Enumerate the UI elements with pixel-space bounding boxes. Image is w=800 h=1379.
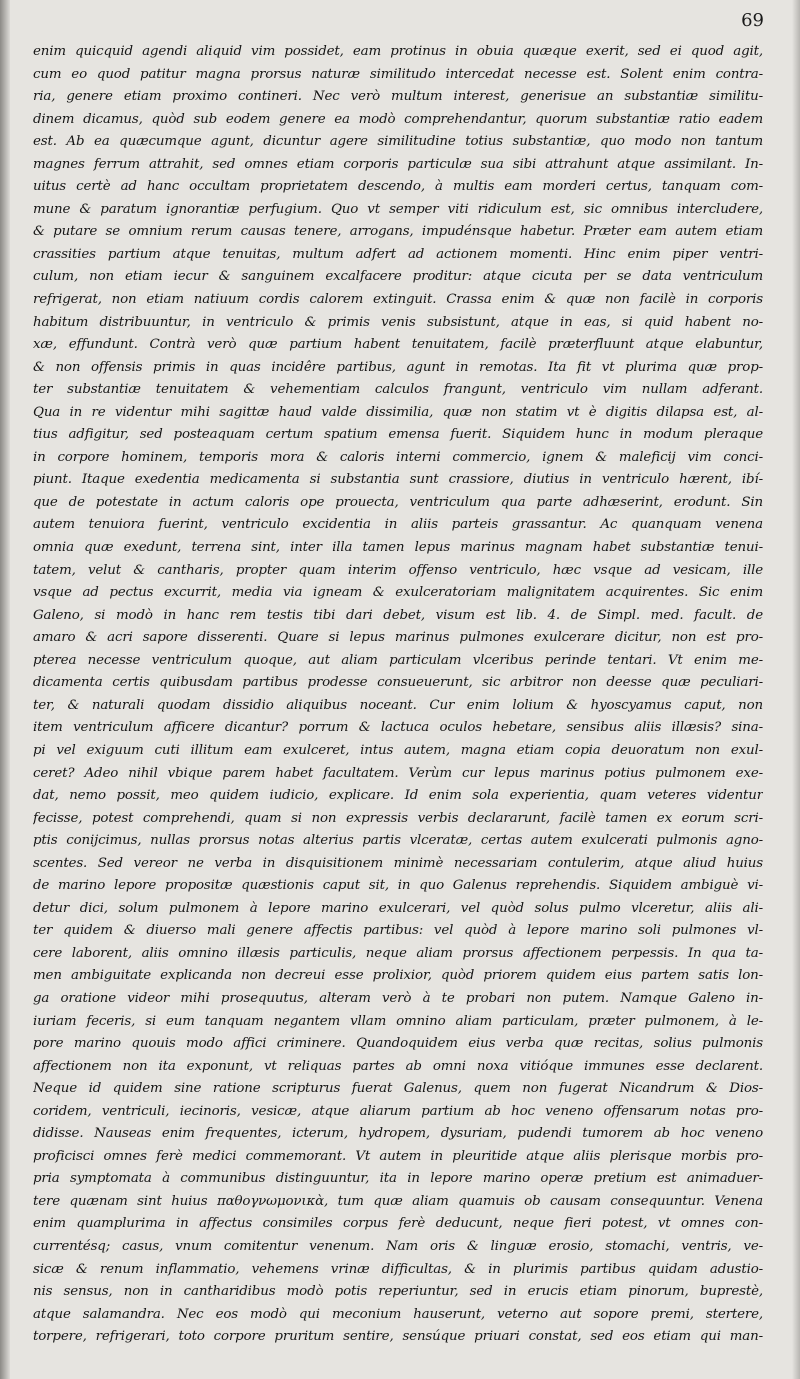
text-line: torpere, refrigerari, toto corpore pruritum sentire, sensúque priuari constat, sed eos etiam qui man- <box>33 1329 763 1345</box>
text-line: ga oratione videor mihi prosequutus, alteram verò à te probari non putem. Namque Galeno in- <box>33 990 763 1006</box>
scan-shadow-left <box>0 0 10 1379</box>
text-line: habitum distribuuntur, in ventriculo & primis venis subsistunt, atque in eas, si quid habent no- <box>33 314 763 330</box>
text-line: coridem, ventriculi, iecinoris, vesicæ, atque aliarum partium ab hoc veneno offensarum notas pro- <box>33 1103 763 1119</box>
text-line: uitus certè ad hanc occultam proprietatem descendo, à multis eam morderi certus, tanquam com- <box>33 179 763 195</box>
text-line: ter, & naturali quodam dissidio aliquibus noceant. Cur enim lolium & hyoscyamus caput, non <box>33 697 763 713</box>
text-line: Neque id quidem sine ratione scripturus fuerat Galenus, quem non fugerat Nicandrum & Dios- <box>33 1081 763 1097</box>
text-line: pi vel exiguum cuti illitum eam exulceret, intus autem, magna etiam copia deuoratum non exul- <box>33 742 763 758</box>
text-line: vsque ad pectus excurrit, media via igneam & exulceratoriam malignitatem acquirentes. Sic enim <box>33 585 763 601</box>
text-line: sicæ & renum inflammatio, vehemens vrinæ difficultas, & in plurimis partibus quidam adustio- <box>33 1261 763 1277</box>
text-line: ceret? Adeo nihil vbique parem habet facultatem. Verùm cur lepus marinus potius pulmonem exe- <box>33 765 763 781</box>
text-line: fecisse, potest comprehendi, quam si non expressis verbis declararunt, facilè tamen ex eorum scri- <box>33 810 763 826</box>
text-line: cere laborent, aliis omnino illæsis particulis, neque aliam prorsus affectionem perpessis. In qua ta- <box>33 945 763 961</box>
text-line: ter quidem & diuerso mali genere affectis partibus: vel quòd à lepore marino soli pulmones vl- <box>33 923 763 939</box>
scan-shadow-right <box>792 0 800 1379</box>
text-line: tatem, velut & cantharis, propter quam interim offenso ventriculo, hæc vsque ad vesicam, ille <box>33 562 763 578</box>
text-line: atque salamandra. Nec eos modò qui meconium hauserunt, veterno aut sopore premi, stertere, <box>33 1306 763 1322</box>
text-line: ptis conijcimus, nullas prorsus notas alterius partis vlceratæ, certas autem exulcerati pulmonis agno- <box>33 833 763 849</box>
text-line: tius adfigitur, sed posteaquam certum spatium emensa fuerit. Siquidem hunc in modum pleraque <box>33 427 763 443</box>
text-line: culum, non etiam iecur & sanguinem excalfacere proditur: atque cicuta per se data ventriculum <box>33 269 763 285</box>
text-line: dinem dicamus, quòd sub eodem genere ea modò comprehendantur, quorum substantiæ ratio eadem <box>33 111 763 127</box>
text-line: pria symptomata à communibus distinguuntur, ita in lepore marino operæ pretium est animaduer- <box>33 1171 763 1187</box>
text-line: men ambiguitate explicanda non decreui esse prolixior, quòd priorem quidem eius partem satis lon- <box>33 968 763 984</box>
text-line: & non offensis primis in quas incidêre partibus, agunt in remotas. Ita fit vt plurima quæ prop- <box>33 359 763 375</box>
text-line: in corpore hominem, temporis mora & caloris interni commercio, ignem & maleficij vim conci- <box>33 449 763 465</box>
text-line: affectionem non ita exponunt, vt reliquas partes ab omni noxa vitióque immunes esse declarent. <box>33 1058 763 1074</box>
text-line: Qua in re videntur mihi sagittæ haud valde dissimilia, quæ non statim vt è digitis dilapsa est, al- <box>33 404 763 420</box>
text-line: mune & paratum ignorantiæ perfugium. Quo vt semper viti ridiculum est, sic omnibus intercludere, <box>33 201 763 217</box>
text-line: ria, genere etiam proximo contineri. Nec verò multum interest, generisue an substantiæ similitu- <box>33 89 763 105</box>
text-line: ter substantiæ tenuitatem & vehementiam calculos frangunt, ventriculo vim nullam adferant. <box>33 382 763 398</box>
text-line: crassities partium atque tenuitas, multum adfert ad actionem momenti. Hinc enim piper ventri- <box>33 246 763 262</box>
text-line: est. Ab ea quæcumque agunt, dicuntur agere similitudine totius substantiæ, quo modo non tantum <box>33 134 763 150</box>
text-line: autem tenuiora fuerint, ventriculo excidentia in aliis parteis grassantur. Ac quanquam venena <box>33 517 763 533</box>
text-line: scentes. Sed vereor ne verba in disquisitionem minimè necessariam contulerim, atque aliud huius <box>33 855 763 871</box>
text-line: xæ, effundunt. Contrà verò quæ partium habent tenuitatem, facilè præterfluunt atque elabuntur, <box>33 337 763 353</box>
text-line: detur dici, solum pulmonem à lepore marino exulcerari, vel quòd solus pulmo vlceretur, aliis ali- <box>33 900 763 916</box>
text-line: que de potestate in actum caloris ope prouecta, ventriculum qua parte adhæserint, erodunt. Sin <box>33 494 763 510</box>
text-line: dicamenta certis quibusdam partibus prodesse consueuerunt, sic arbitror non deesse quæ peculiari- <box>33 675 763 691</box>
text-line: tere quænam sint huius παθογνωμονικὰ, tum quæ aliam quamuis ob causam consequuntur. Venena <box>33 1193 763 1209</box>
text-line: omnia quæ exedunt, terrena sint, inter illa tamen lepus marinus magnam habet substantiæ tenui- <box>33 540 763 556</box>
text-line: pterea necesse ventriculum quoque, aut aliam particulam vlceribus perinde tentari. Vt enim me- <box>33 652 763 668</box>
text-line: didisse. Nauseas enim frequentes, icterum, hydropem, dysuriam, pudendi tumorem ab hoc veneno <box>33 1126 763 1142</box>
text-line: item ventriculum afficere dicantur? porrum & lactuca oculos hebetare, sensibus aliis illæsis? sina- <box>33 720 763 736</box>
text-line: proficisci omnes ferè medici commemorant. Vt autem in pleuritide atque aliis plerisque morbis pro- <box>33 1148 763 1164</box>
text-line: magnes ferrum attrahit, sed omnes etiam corporis particulæ sua sibi attrahunt atque assimilant. In- <box>33 156 763 172</box>
text-line: Galeno, si modò in hanc rem testis tibi dari debet, visum est lib. 4. de Simpl. med. facult. de <box>33 607 763 623</box>
text-line: de marino lepore propositæ quæstionis caput sit, in quo Galenus reprehendis. Siquidem ambiguè vi- <box>33 878 763 894</box>
text-line: & putare se omnium rerum causas tenere, arrogans, impudénsque habetur. Præter eam autem etiam <box>33 224 763 240</box>
text-line: enim quamplurima in affectus consimiles corpus ferè deducunt, neque fieri potest, vt omnes con- <box>33 1216 763 1232</box>
text-line: amaro & acri sapore disserenti. Quare si lepus marinus pulmones exulcerare dicitur, non est pro- <box>33 630 763 646</box>
page-number: 69 <box>741 10 764 31</box>
text-line: cum eo quod patitur magna prorsus naturæ similitudo intercedat necesse est. Solent enim contra- <box>33 66 763 82</box>
text-line: iuriam feceris, si eum tanquam negantem vllam omnino aliam particulam, præter pulmonem, à le- <box>33 1013 763 1029</box>
text-line: currentésq; casus, vnum comitentur venenum. Nam oris & linguæ erosio, stomachi, ventris, ve- <box>33 1238 763 1254</box>
text-line: pore marino quouis modo affici criminere. Quandoquidem eius verba quæ recitas, solius pulmonis <box>33 1036 763 1052</box>
body-text <box>33 41 763 1349</box>
text-line: enim quicquid agendi aliquid vim possidet, eam protinus in obuia quæque exerit, sed ei quod agit, <box>33 44 763 59</box>
text-line: piunt. Itaque exedentia medicamenta si substantia sunt crassiore, diutius in ventriculo hærent, ibí- <box>33 472 763 488</box>
text-line: dat, nemo possit, meo quidem iudicio, explicare. Id enim sola experientia, quam veteres videntur <box>33 788 763 804</box>
text-line: nis sensus, non in cantharidibus modò potis reperiuntur, sed in erucis etiam pinorum, buprestè, <box>33 1284 763 1300</box>
text-line: refrigerat, non etiam natiuum cordis calorem extinguit. Crassa enim & quæ non facilè in corporis <box>33 292 763 308</box>
